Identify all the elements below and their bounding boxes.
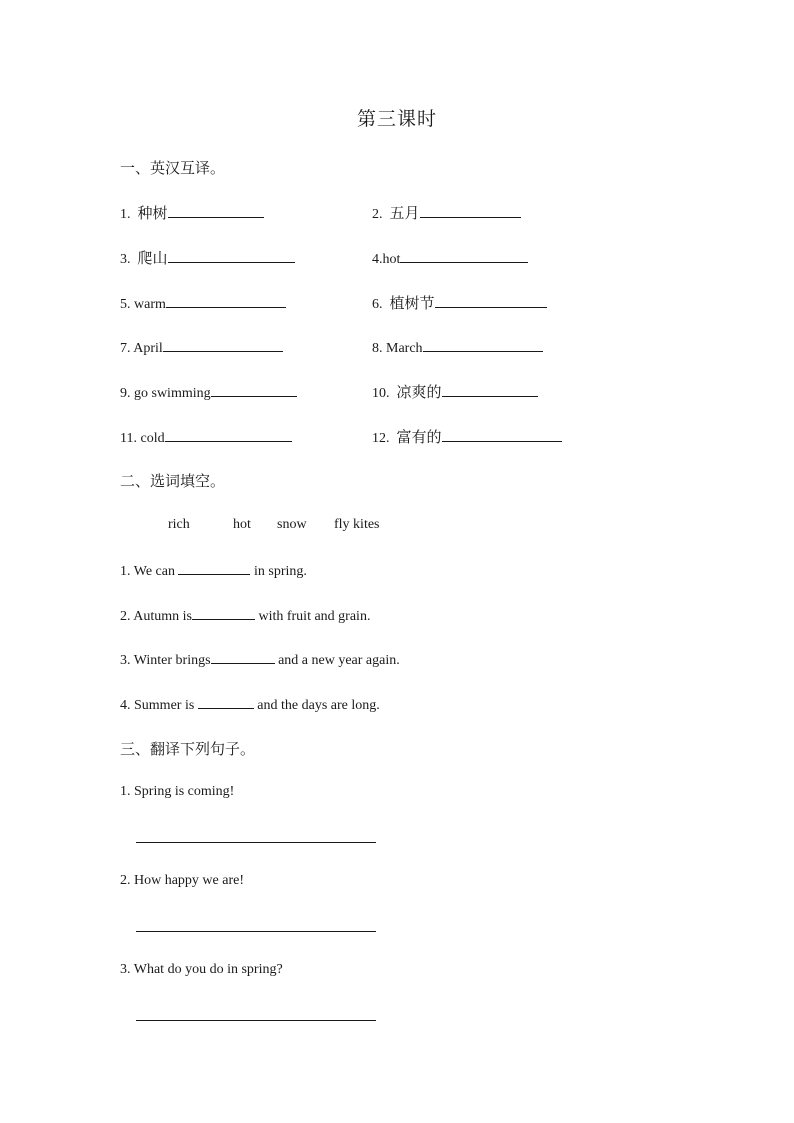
- fill-sentence-1: [120, 560, 307, 581]
- item-number: 5.: [120, 297, 131, 312]
- answer-blank[interactable]: [198, 694, 254, 709]
- answer-blank[interactable]: [442, 427, 562, 442]
- answer-blank[interactable]: [435, 293, 547, 308]
- item-text: go swimming: [134, 386, 211, 401]
- vocab-item-2: [372, 203, 521, 224]
- sentence-start: 2. Autumn is: [120, 609, 192, 624]
- fill-sentence-4: [120, 694, 380, 715]
- page-title: 第三课时: [356, 108, 437, 130]
- sentence-start: 4. Summer is: [120, 698, 198, 713]
- vocab-item-3: [120, 248, 295, 269]
- answer-blank[interactable]: [163, 337, 283, 352]
- translate-sentence-1: 1. Spring is coming!: [120, 784, 235, 799]
- word-bank-fly-kites: fly kites: [334, 517, 380, 532]
- sentence-end: in spring.: [250, 564, 307, 579]
- vocab-item-4: [372, 248, 528, 269]
- vocab-item-5: [120, 293, 286, 314]
- answer-blank[interactable]: [168, 203, 264, 218]
- section-3-heading: 三、翻译下列句子。: [120, 740, 256, 758]
- item-number: 7.: [120, 341, 131, 356]
- item-number: 4.: [372, 252, 383, 267]
- item-number: 6.: [372, 297, 383, 312]
- item-number: 9.: [120, 386, 131, 401]
- item-text: April: [133, 341, 163, 356]
- sentence-start: 1. We can: [120, 564, 179, 579]
- sentence-end: and a new year again.: [274, 653, 400, 668]
- answer-blank[interactable]: [211, 649, 275, 664]
- item-text: 五月: [389, 204, 420, 222]
- word-bank-hot: hot: [233, 517, 251, 532]
- translation-answer-line[interactable]: [136, 842, 376, 843]
- answer-blank[interactable]: [165, 427, 292, 442]
- sentence-end: with fruit and grain.: [254, 609, 371, 624]
- vocab-item-1: [120, 203, 264, 224]
- item-text: 植树节: [389, 294, 435, 312]
- answer-blank[interactable]: [178, 560, 250, 575]
- item-text: hot: [382, 252, 401, 267]
- item-number: 8.: [372, 341, 383, 356]
- translate-sentence-3: 3. What do you do in spring?: [120, 962, 283, 977]
- item-text: 种树: [137, 204, 168, 222]
- translate-sentence-2: 2. How happy we are!: [120, 873, 245, 888]
- answer-blank[interactable]: [192, 605, 255, 620]
- item-text: 爬山: [137, 249, 168, 267]
- item-text: March: [386, 341, 423, 356]
- item-number: 3.: [120, 252, 131, 267]
- vocab-item-7: [120, 337, 283, 358]
- word-bank-rich: rich: [168, 517, 190, 532]
- vocab-item-8: [372, 337, 543, 358]
- item-number: 1.: [120, 207, 131, 222]
- vocab-item-12: [372, 427, 562, 448]
- vocab-item-6: [372, 293, 547, 314]
- item-text: warm: [134, 297, 166, 312]
- item-number: 10.: [372, 386, 390, 401]
- word-bank-snow: snow: [277, 517, 307, 532]
- answer-blank[interactable]: [166, 293, 286, 308]
- vocab-item-10: [372, 382, 538, 403]
- item-text: 富有的: [396, 428, 442, 446]
- section-1-heading: 一、英汉互译。: [120, 159, 226, 177]
- item-number: 2.: [372, 207, 383, 222]
- item-number: 12.: [372, 431, 390, 446]
- answer-blank[interactable]: [211, 382, 297, 397]
- vocab-item-9: [120, 382, 297, 403]
- sentence-end: and the days are long.: [253, 698, 380, 713]
- item-text: 凉爽的: [396, 383, 442, 401]
- sentence-start: 3. Winter brings: [120, 653, 211, 668]
- answer-blank[interactable]: [420, 203, 521, 218]
- fill-sentence-3: [120, 649, 400, 670]
- translation-answer-line[interactable]: [136, 1020, 376, 1021]
- answer-blank[interactable]: [423, 337, 543, 352]
- item-number: 11.: [120, 431, 137, 446]
- answer-blank[interactable]: [400, 248, 528, 263]
- fill-sentence-2: [120, 605, 370, 626]
- vocab-item-11: [120, 427, 292, 448]
- item-text: cold: [140, 431, 165, 446]
- translation-answer-line[interactable]: [136, 931, 376, 932]
- answer-blank[interactable]: [168, 248, 295, 263]
- answer-blank[interactable]: [442, 382, 538, 397]
- section-2-heading: 二、选词填空。: [120, 472, 226, 490]
